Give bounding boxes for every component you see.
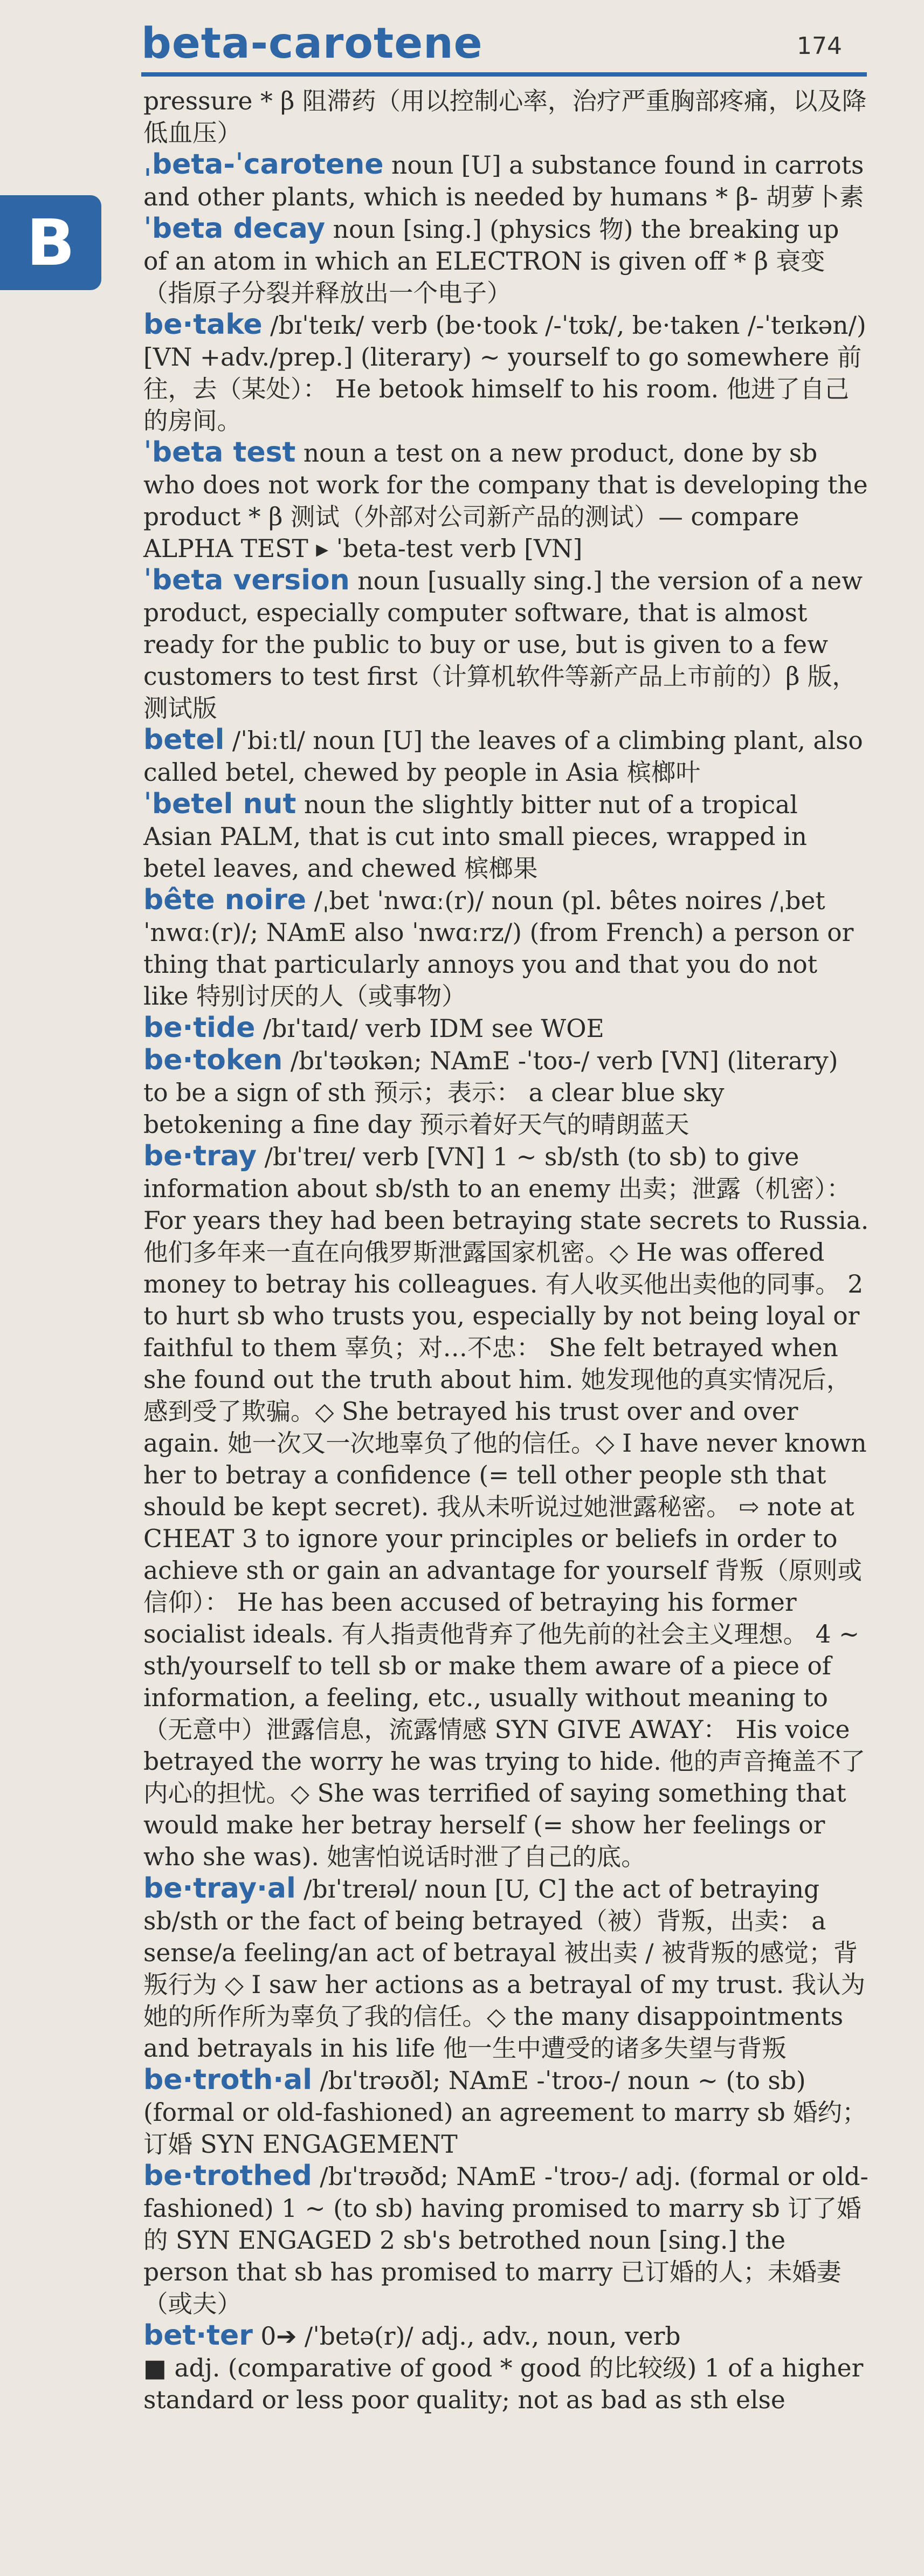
entry-text: /bɪˈtaɪd/ verb IDM see WOE [255,1014,604,1043]
entry-text: 0➔ /ˈbetə(r)/ adj., adv., noun, verb [252,2322,681,2351]
headword: bet·ter [143,2319,253,2352]
entry-text: /ˈbiːtl/ noun [U] the leaves of a climbing plant, also called betel, chewed by people in Asia 槟榔叶 [143,726,863,787]
headword: be·token [143,1044,283,1076]
entry-better-adj [143,2352,869,2416]
entry-text: ■ adj. (comparative of good * good 的比较级) 1 of a higher standard or less poor quality; not as bad as sth else [143,2354,864,2414]
headword: ˈbetel nut [143,788,296,820]
entry-betray [143,1141,869,1873]
entry-text: /bɪˈtreɪəl/ noun [U, C] the act of betraying sb/sth or the fact of being betrayed（被）背叛，出卖： a sense/a feeling/an act of betrayal 被出卖 / 被背叛的感觉；背叛行为 ◇ I saw her actions as a betrayal of my trust. 我认为她的所作所为辜负了我的信任。◇ the many disappointments and betrayals in his life 他一生中遭受的诸多失望与背叛 [143,1875,866,2063]
running-head: beta-carotene [141,19,483,68]
dictionary-column [143,85,869,2416]
entry-text: /bɪˈtrəʊðd; NAmE -ˈtroʊ-/ adj. (formal or old-fashioned) 1 ~ (to sb) having promised to marry sb 订了婚的 SYN ENGAGED 2 sb's betrothed noun [sing.] the person that sb has promised to marry 已订婚的人；未婚妻（或夫） [143,2162,868,2318]
entry-beta-carotene [143,149,869,213]
headword: be·troth·al [143,2064,313,2096]
headword: ˈbeta test [143,436,296,469]
entry-text: /bɪˈteɪk/ verb (be·took /-ˈtʊk/, be·taken /-ˈteɪkən/) [VN +adv./prep.] (literary) ~ yourself to go somewhere 前往，去（某处）： He betook himself to his room. 他进了自己的房间。 [143,311,866,435]
thumb-index-tab[interactable]: B [0,195,101,290]
entry-betide [143,1012,869,1045]
entry-bete-noire [143,884,869,1012]
entry-text: /bɪˈtəʊkən; NAmE -ˈtoʊ-/ verb [VN] (literary) to be a sign of sth 预示；表示： a clear blue sky betokening a fine day 预示着好天气的晴朗蓝天 [143,1047,838,1139]
page-number: 174 [797,32,842,60]
headword: be·trothed [143,2160,312,2192]
entry-beta-decay [143,213,869,309]
entry-betel [143,724,869,788]
entry-better [143,2320,869,2352]
entry-beta-test [143,437,869,565]
entry-text: pressure * β 阻滞药（用以控制心率，治疗严重胸部疼痛，以及降低血压） [143,87,867,147]
entry-text: noun a test on a new product, done by sb who does not work for the company that is developing the product * β 测试（外部对公司新产品的测试）— compare ALPHA TEST ▸ ˈbeta-test verb [VN] [143,439,868,563]
entry-text: noun [U] a substance found in carrots and other plants, which is needed by humans * β- 胡萝卜素 [143,151,864,211]
entry-text: /bɪˈtreɪ/ verb [VN] 1 ~ sb/sth (to sb) to give information about sb/sth to an enemy 出卖；泄露（机密）： For years they had been betraying state secrets to Russia. 他们多年来一直在向俄罗斯泄露国家机密。◇ He was offered money to betray his colleagues. 有人收买他出卖他的同事。 2 to hurt sb who trusts you, especially by not being loyal or faithful to them 辜负；对…不忠： She felt betrayed when she found out the truth about him. 她发现他的真实情况后，感到受了欺骗。◇ She betrayed his trust over and over again. 她一次又一次地辜负了他的信任。◇ I have never known her to betray a confidence (= tell other people sth that should be kept secret). 我从未听说过她泄露秘密。 ⇨ note at CHEAT 3 to ignore your principles or beliefs in order to achieve sth or gain an advantage for yourself 背叛（原则或信仰）： He has been accused of betraying his former socialist ideals. 有人指责他背弃了他先前的社会主义理想。 4 ~ sth/yourself to tell sb or make them aware of a piece of information, a feeling, etc., usually without meaning to（无意中）泄露信息，流露情感 SYN GIVE AWAY： His voice betrayed the worry he was trying to hide. 他的声音掩盖不了内心的担忧。◇ She was terrified of saying something that would make her betray herself (= show her feelings or who she was). 她害怕说话时泄了自己的底。 [143,1143,869,1871]
headword: ˌbeta-ˈcarotene [143,148,384,181]
headword: be·take [143,308,263,341]
entry-betoken [143,1045,869,1141]
headword: bête noire [143,884,307,916]
entry-beta-carotene-cont [143,85,869,149]
entry-betake [143,309,869,437]
entry-betrothal [143,2064,869,2160]
headword: be·tray [143,1140,257,1172]
header-rule [141,72,867,77]
headword: be·tray·al [143,1872,296,1905]
headword: be·tide [143,1012,256,1044]
entry-betrothed [143,2160,869,2320]
entry-text: /ˌbet ˈnwɑː(r)/ noun (pl. bêtes noires /ˌbet ˈnwɑː(r)/; NAmE also ˈnwɑːrz/) (from French) a person or thing that particularly annoys you and that you do not like 特别讨厌的人（或事物） [143,887,854,1011]
entry-text: noun [usually sing.] the version of a new product, especially computer software, that is almost ready for the public to buy or use, but is given to a few customers to test first（计算机软件等新产品上市前的）β 版，测试版 [143,567,863,723]
entry-text: noun the slightly bitter nut of a tropical Asian PALM, that is cut into small pieces, wrapped in betel leaves, and chewed 槟榔果 [143,791,807,883]
entry-betrayal [143,1873,869,2064]
page-header [0,0,924,94]
headword: ˈbeta version [143,564,350,596]
entry-betel-nut [143,788,869,884]
entry-text: noun [sing.] (physics 物) the breaking up of an atom in which an ELECTRON is given off * β 衰变（指原子分裂并释放出一个电子） [143,215,839,307]
headword: betel [143,724,225,756]
entry-text: /bɪˈtrəʊðl; NAmE -ˈtroʊ-/ noun ~ (to sb) (formal or old-fashioned) an agreement to marry sb 婚约；订婚 SYN ENGAGEMENT [143,2066,867,2159]
headword: ˈbeta decay [143,212,326,245]
entry-beta-version [143,565,869,724]
